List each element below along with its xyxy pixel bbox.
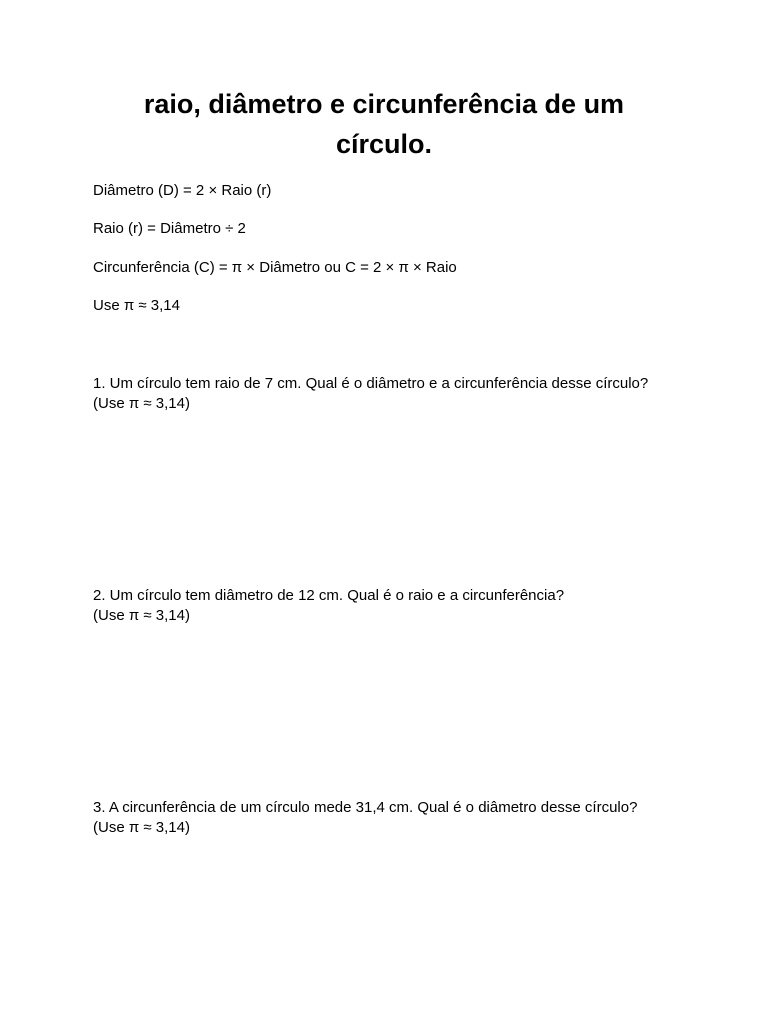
formula-circumference: Circunferência (C) = π × Diâmetro ou C = 2 × π × Raio: [93, 259, 457, 276]
question-3-text: 3. A circunferência de um círculo mede 31,4 cm. Qual é o diâmetro desse círculo?: [93, 799, 638, 816]
pi-approximation: Use π ≈ 3,14: [93, 297, 180, 314]
question-1-text: 1. Um círculo tem raio de 7 cm. Qual é o diâmetro e a circunferência desse círculo?: [93, 375, 649, 392]
formula-radius: Raio (r) = Diâmetro ÷ 2: [93, 220, 246, 237]
question-1: [93, 374, 648, 414]
question-2-hint: (Use π ≈ 3,14): [93, 607, 190, 624]
question-3-hint: (Use π ≈ 3,14): [93, 819, 190, 836]
question-2: [93, 586, 564, 626]
question-1-hint: (Use π ≈ 3,14): [93, 395, 190, 412]
page-title-line-2: círculo.: [335, 129, 433, 159]
page-title: [60, 84, 708, 164]
question-3: [93, 798, 637, 838]
page-title-line-1: raio, diâmetro e circunferência de um: [143, 89, 625, 119]
question-2-text: 2. Um círculo tem diâmetro de 12 cm. Qual é o raio e a circunferência?: [93, 587, 565, 604]
formula-diameter: Diâmetro (D) = 2 × Raio (r): [93, 182, 272, 199]
